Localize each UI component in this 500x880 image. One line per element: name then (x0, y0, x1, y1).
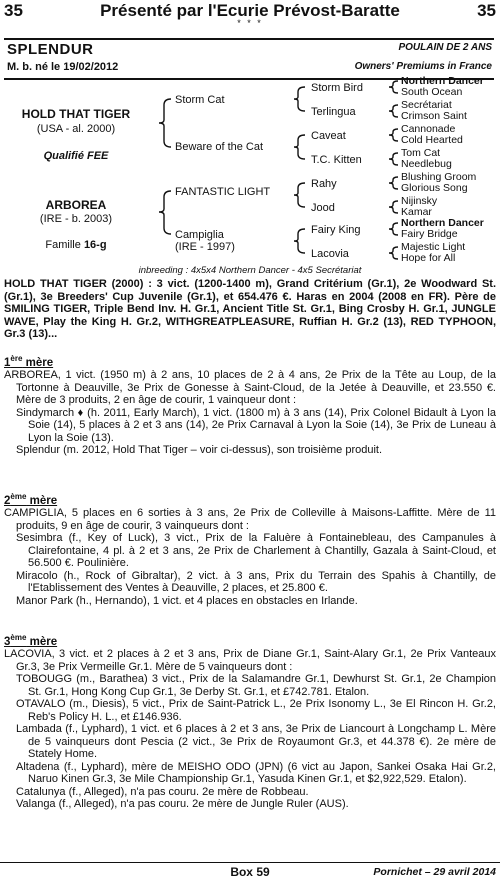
page-header (0, 0, 500, 30)
dam-line: LACOVIA, 3 vict. et 2 places à 2 et 3 ans, Prix de Diane Gr.1, Saint-Alary Gr.1, 2e Prix Vanteaux Gr.3, 3e Prix Vermeille Gr.1. Mère de 5 vainqueurs dont : (4, 648, 496, 673)
dam-family: Famille 16-g (45, 239, 107, 251)
gen3-6: Jood (311, 202, 335, 214)
produce-line: Sesimbra (f., Key of Luck), 3 vict., Prix de la Faluère à Fontainebleau, des Campanules à Clairefontaine, 4 pl. à 2 et 3 ans, 2e Prix de Charlement à Chantilly, Gazala à Saint-Cloud, et 56.500 €. Poulinière. (16, 532, 496, 570)
dam-name: ARBOREA (45, 198, 107, 212)
horse-name: SPLENDUR (7, 41, 94, 58)
sire-note: Qualifié FEE (43, 150, 109, 162)
dam-info: (IRE - b. 2003) (39, 213, 113, 225)
header-stars: * * * (237, 18, 263, 28)
horse-birth: M. b. né le 19/02/2012 (7, 61, 119, 73)
page-title: Présenté par l'Ecurie Prévost-Baratte (100, 1, 400, 20)
lot-number-right: 35 (477, 1, 496, 20)
produce-line: Altadena (f., Lyphard), mère de MEISHO ODO (JPN) (6 vict au Japon, Sankei Osaka Hai Gr.2, Naruo Kinen Gr.3, 3e Mile Championship Gr.1, Yasuda Kinen Gr.1, et $2,922,529. Etalon). (16, 760, 496, 786)
gen4-3: Secrétariat (401, 99, 452, 111)
gen4-7: Tom Cat (401, 147, 441, 159)
produce-line: Manor Park (h., Hernando), 1 vict. et 4 places en obstacles en Irlande. (16, 594, 358, 607)
produce-line: Sindymarch ♦ (h. 2011, Early March), 1 vict. (1800 m) à 3 ans (14), Prix Colonel Bidault à Lyon la Soie (14), 5 places à 2 et 3 ans (14), 2e Prix Carnaval à Lyon la Soie (14), 3e Prix de Luneau à Lyon la Soie (13). (16, 406, 496, 444)
section-second-dam (4, 489, 496, 607)
gen2-3: FANTASTIC LIGHT (175, 186, 271, 198)
gen4-2: South Ocean (401, 86, 463, 98)
gen2-4: Campiglia (175, 229, 224, 241)
gen3-5: Rahy (311, 178, 337, 190)
horse-name-bar (4, 38, 494, 80)
gen4-16: Hope for All (401, 252, 456, 264)
gen2-2: Beware of the Cat (175, 141, 264, 153)
sale-date: Pornichet – 29 avril 2014 (373, 866, 496, 878)
gen3-3: Caveat (311, 130, 346, 142)
gen2-1: Storm Cat (175, 94, 225, 106)
gen4-15: Majestic Light (401, 241, 466, 253)
produce-line: Lambada (f., Lyphard), 1 vict. et 6 places à 2 et 3 ans, 3e Prix de Liancourt à Longchamp L. Mère de 5 vainqueurs dont Pescia (2 vict., 3e Prix de Royaumont Gr.3, et 44.378 €). 2e mère de Stately Home. (16, 723, 496, 761)
gen2-4-info: (IRE - 1997) (175, 241, 235, 253)
gen4-13: Northern Dancer (401, 217, 484, 229)
gen4-14: Fairy Bridge (401, 228, 458, 240)
gen3-4: T.C. Kitten (311, 154, 362, 166)
produce-line: OTAVALO (m., Diesis), 5 vict., Prix de Saint-Patrick L., 2e Prix Isonomy L., 3e El Rincon H. Gr.2, Reb's Policy H. L., et £146.936. (16, 698, 496, 723)
gen3-1: Storm Bird (311, 82, 363, 94)
gen4-12: Kamar (401, 206, 432, 218)
pedigree-table (0, 75, 500, 274)
gen3-2: Terlingua (311, 106, 356, 118)
gen4-11: Nijinsky (401, 195, 438, 207)
produce-line: Miracolo (h., Rock of Gibraltar), 2 vict. à 3 ans, Prix du Terrain des Spahis à Chantilly, de l'Etablissement des Ventes à Deauville, 2 places, et 25.800 €. (16, 569, 496, 595)
gen4-8: Needlebug (401, 158, 452, 170)
produce-line: Catalunya (f., Alleged), n'a pas couru. 2e mère de Robbeau. (16, 785, 309, 798)
produce-line: TOBOUGG (m., Barathea) 3 vict., Prix de la Salamandre Gr.1, Dewhurst St. Gr.1, 2e Champion St. Gr.1, Hong Kong Cup Gr.1, 3e Derby St. Gr.1, et £742.781. Etalon. (16, 673, 496, 698)
gen4-5: Cannonade (401, 123, 456, 135)
produce-line: Valanga (f., Alleged), n'a pas couru. 2e mère de Jungle Ruler (AUS). (16, 798, 349, 811)
gen4-4: Crimson Saint (401, 110, 467, 122)
gen3-8: Lacovia (311, 248, 349, 260)
sire-record (4, 278, 496, 341)
section-first-dam (4, 351, 496, 457)
dam-line: CAMPIGLIA, 5 places en 6 sorties à 3 ans, 2e Prix de Colleville à Maisons-Laffitte. Mère de 11 produits, 9 en âge de courir, 3 vainqueurs dont : (4, 507, 496, 532)
sire-name: HOLD THAT TIGER (21, 107, 131, 121)
page-footer (0, 862, 500, 880)
box-number: Box 59 (230, 865, 270, 879)
gen4-1: Northern Dancer (401, 75, 484, 87)
gen4-6: Cold Hearted (401, 134, 463, 146)
owners-premiums: Owners' Premiums in France (354, 61, 492, 72)
section-heading-2: 2ème mère (4, 492, 58, 507)
horse-sex-age: POULAIN DE 2 ANS (398, 42, 492, 53)
inbreeding-note: inbreeding : 4x5x4 Northern Dancer - 4x5 Secrétariat (138, 265, 362, 276)
lot-number-left: 35 (4, 1, 23, 20)
sire-record-text: HOLD THAT TIGER (2000) : 3 vict. (1200-1400 m), Grand Critérium (Gr.1), 2e Woodward St. (Gr.1), 3e Breeders' Cup Juvenile (Gr.1), et 654.476 €. Haras en 2004 (2008 en FR). Père de SMILING TIGER, Triple Bend Inv. H. Gr.1, Ancient Title St. Gr.1, Bing Crosby H. Gr.1, JUNGLE WAVE, Play the King H. Gr.2, WITHGREATPLEASURE, Ruffian H. Gr.2 (13), RED TYPHOON, Gr.3 (13)... (4, 278, 496, 340)
gen4-9: Blushing Groom (401, 171, 477, 183)
sire-info: (USA - al. 2000) (36, 123, 116, 135)
section-heading-1: 1ère mère (4, 354, 54, 369)
gen4-10: Glorious Song (401, 182, 468, 194)
section-third-dam (4, 630, 496, 811)
gen3-7: Fairy King (311, 224, 361, 236)
section-heading-3: 3ème mère (4, 633, 58, 648)
dam-line: ARBOREA, 1 vict. (1950 m) à 2 ans, 10 places de 2 à 4 ans, 2e Prix de la Tête au Loup, de la Tortonne à Deauville, 3e Prix de Gonesse à Saint-Cloud, de la Jetée à Deauville, et 23.550 €. Mère de 3 produits, 2 en âge de courir, 1 vainqueur dont : (4, 369, 496, 407)
produce-line: Splendur (m. 2012, Hold That Tiger – voir ci-dessus), son troisième produit. (16, 444, 383, 457)
